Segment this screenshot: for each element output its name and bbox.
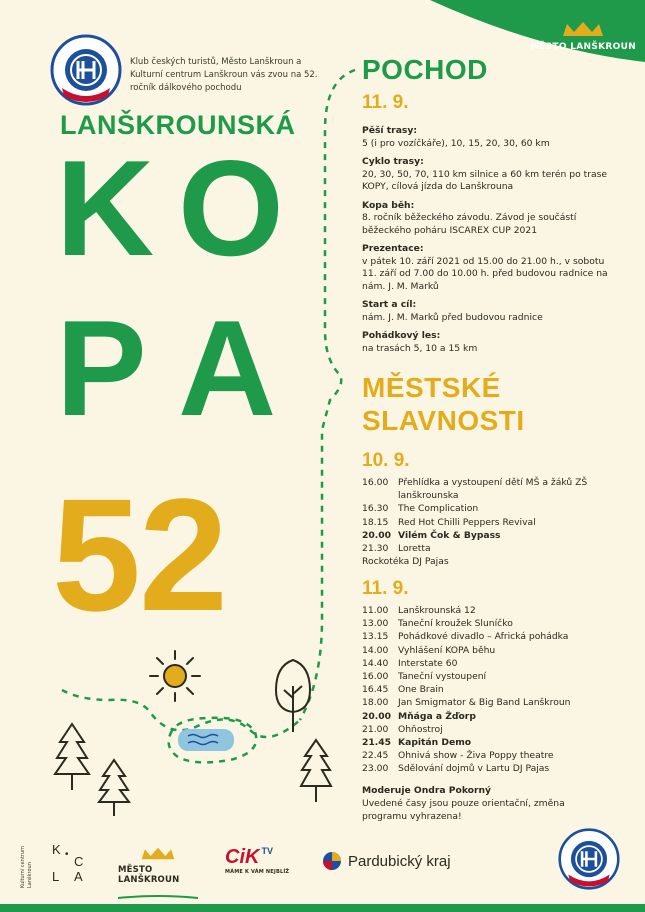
schedule-row: 14.00 Vyhlášení KOPA běhu: [362, 644, 496, 656]
tree-icon: [298, 738, 334, 804]
day1-date: 10. 9.: [362, 450, 410, 471]
pochod-title: POCHOD: [362, 54, 488, 85]
region-emblem-icon: [322, 851, 342, 871]
schedule-row: 23.00 Sdělování dojmů v Lartu DJ Pajas: [362, 763, 550, 775]
schedule-row: 11.00 Lanškrounská 12: [362, 605, 476, 616]
day1-schedule: [362, 476, 622, 568]
schedule-row: 13.00 Taneční kroužek Sluníčko: [362, 618, 513, 630]
schedule-row: 22.45 Ohnivá show - Živa Poppy theatre: [362, 750, 554, 762]
letter-k: K: [56, 132, 151, 284]
schedule-after: Rockotéka DJ Pajas: [362, 556, 449, 568]
city-logo-footer: MĚSTO LANŠKROUN: [118, 846, 208, 904]
letter-a: A: [178, 292, 273, 444]
moderator: Moderuje Ondra Pokorný: [362, 784, 492, 796]
pochod-date: 11. 9.: [362, 92, 409, 113]
info-block: Pěší trasy: 5 (i pro vozíčkáře), 10, 15, 20, 30, 60 km: [362, 125, 550, 149]
schedule-row: 16.30 The Complication: [362, 503, 479, 515]
pochod-info: [362, 125, 612, 361]
info-block: Cyklo trasy: 20, 30, 50, 70, 110 km silnice a 60 km terén po trase KOPY, cílová jízda do Lanškrouna: [362, 156, 608, 192]
schedule-row: 16.00 Přehlídka a vystoupení dětí MŠ a žáků ZŠ lanškrounska: [362, 477, 588, 502]
info-block: Start a cíl: nám. J. M. Marků před budovou radnice: [362, 299, 543, 323]
kcla-logo: K • C L A: [52, 842, 84, 884]
club-logo-footer: [558, 828, 620, 890]
day2-date: 11. 9.: [362, 578, 409, 599]
letter-p: P: [56, 292, 143, 444]
info-block: Pohádkový les: na trasách 5, 10 a 15 km: [362, 330, 478, 354]
tree-icon: [96, 758, 132, 818]
info-block: Prezentace: v pátek 10. září 2021 od 15.00 do 21.00 h., v sobotu 11. září od 7.00 do 10.00 h. před budovou radnice na nám. J. M. Marků: [362, 243, 608, 292]
kcla-small-text: Kulturní centrum Lanškroun: [20, 846, 33, 888]
schedule-row: 13.15 Pohádkové divadlo – Africká pohádka: [362, 631, 569, 643]
schedule-row: 18.15 Red Hot Chilli Peppers Revival: [362, 516, 536, 528]
program-note: Uvedené časy jsou pouze orientační, změna programu vyhrazena!: [362, 797, 565, 823]
info-block: Kopa běh: 8. ročník běžeckého závodu. Závod je součástí běžeckého poháru ISCAREX CUP 2021: [362, 199, 577, 236]
schedule-row: 18.00 Jan Smigmator & Big Band Lanškroun: [362, 697, 571, 709]
schedule-row: 14.40 Interstate 60: [362, 657, 458, 669]
day2-schedule: [362, 604, 622, 823]
slavnosti-title-1: MĚSTSKÉ: [362, 372, 501, 403]
schedule-row: 16.00 Taneční vystoupení: [362, 671, 487, 683]
letter-o: O: [178, 132, 280, 284]
schedule-row: 21.45 Kapitán Demo: [362, 737, 472, 749]
slavnosti-title-2: SLAVNOSTI: [362, 405, 525, 436]
title-lanskrounska: LANŠKROUNSKÁ: [60, 110, 296, 140]
number-52: 52: [52, 465, 226, 644]
intro-text: Klub českých turistů, Město Lanškroun a Kulturní centrum Lanškroun vás zvou na 52. ročník dálkového pochodu: [130, 57, 318, 93]
deciduous-tree-icon: [268, 656, 318, 734]
pardubicky-logo: Pardubický kraj: [322, 851, 451, 871]
schedule-row: 20.00 Mňága a Žďorp: [362, 710, 476, 722]
footer-bar: [0, 904, 645, 912]
city-logo-text: MĚSTO LANŠKROUN: [529, 42, 637, 52]
schedule-row: 20.00 Vilém Čok & Bypass: [362, 529, 501, 541]
tree-icon: [52, 722, 92, 792]
schedule-row: 16.45 One Brain: [362, 684, 444, 696]
cik-logo: CiK $^{TV}$ MÁME K VÁM NEJBLÍŽ: [225, 846, 290, 875]
schedule-row: 21.00 Ohňostroj: [362, 723, 443, 735]
sun-icon: [147, 648, 203, 704]
crown-icon: [140, 846, 176, 861]
schedule-row: 21.30 Loretta: [362, 543, 431, 555]
